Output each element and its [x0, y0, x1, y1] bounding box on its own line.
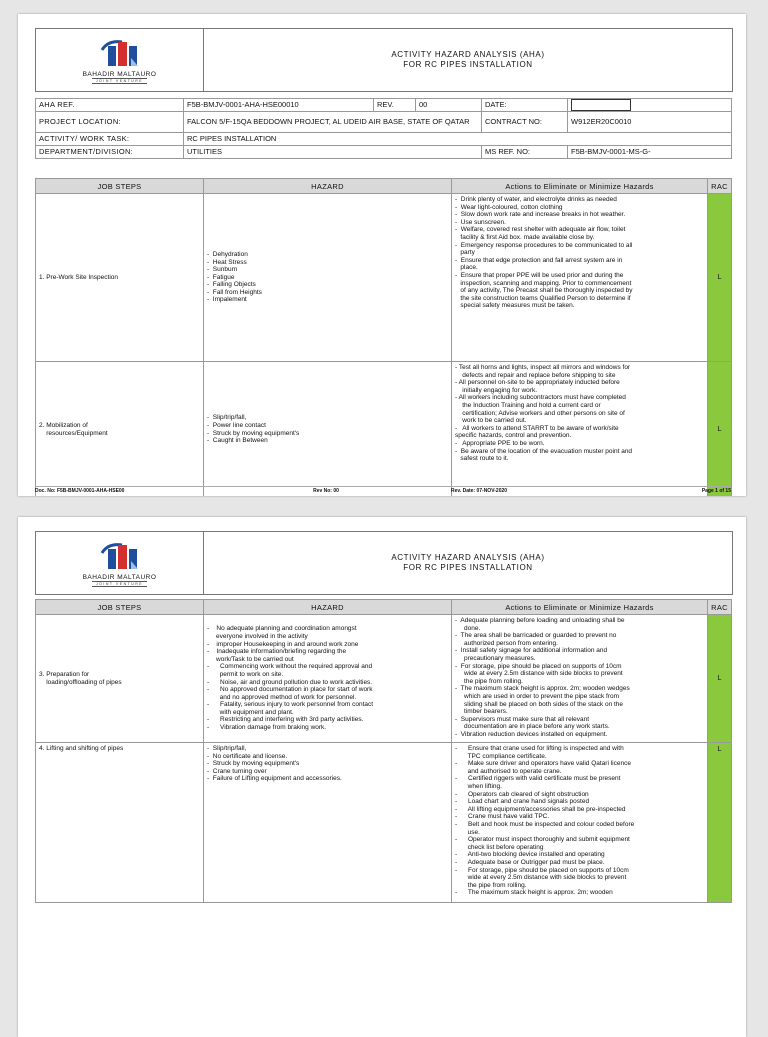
list-line: - Use sunscreen.: [455, 218, 506, 226]
list-line: - For storage, pipe should be placed on supports of 10cm: [455, 866, 629, 874]
company-logo: [36, 29, 204, 91]
list-line: - All lifting equipment/accessories shall be pre-inspected: [455, 805, 626, 813]
list-line: - Ensure that crane used for lifting is inspected and with: [455, 745, 624, 752]
list-line: the site construction teams Qualified Person to determine if: [455, 294, 631, 302]
list-line: - Install safety signage for additional information and: [455, 647, 608, 655]
company-subtitle: JOINT VENTURE: [92, 581, 147, 587]
date-cell: [568, 99, 732, 112]
list-line: - Be aware of the location of the evacuation muster point and: [455, 447, 633, 455]
list-line: - Belt and hook must be inspected and colour coded before: [455, 820, 635, 828]
list-line: check list before operating: [455, 843, 544, 851]
rac-rating: L: [708, 615, 732, 743]
list-line: TPC compliance certificate.: [455, 752, 547, 760]
list-line: - Restricting and interfering with 3rd party activities.: [207, 716, 364, 724]
list-line: - Slip/trip/fall,: [207, 745, 247, 752]
aha-ref-value: F5B-BMJV-0001-AHA-HSE00010: [184, 99, 374, 112]
list-line: - Power line contact: [207, 421, 266, 429]
list-line: - Heat Stress: [207, 258, 247, 266]
page-header: [35, 28, 733, 92]
list-line: work/Task to be carried out: [207, 655, 294, 663]
hazard-list: [204, 194, 452, 362]
actions-list: [452, 615, 708, 743]
list-line: use.: [455, 828, 480, 836]
list-line: initially engaging for work.: [455, 386, 538, 394]
list-line: - Wear light-coloured, cotton clothing: [455, 203, 563, 211]
hazard-table-page-2: [35, 599, 732, 903]
list-line: - No approved documentation in place for start of work: [207, 686, 373, 694]
list-line: - Adequate planning before loading and unloading shall be: [455, 617, 625, 624]
col-hazard: HAZARD: [204, 179, 452, 194]
list-line: - Commencing work without the required approval and: [207, 663, 373, 671]
company-name: BAHADIR MALTAURO: [82, 574, 157, 581]
actions-list: [452, 743, 708, 903]
list-line: of any activity, The Precast shall be thoroughly inspected by: [455, 287, 633, 295]
title-line-1: ACTIVITY HAZARD ANALYSIS (AHA): [391, 553, 545, 562]
document-title: [204, 532, 732, 594]
contract-label: CONTRACT NO:: [482, 112, 568, 133]
hazard-table-page-1: [35, 178, 732, 496]
col-actions: Actions to Eliminate or Minimize Hazards: [452, 179, 708, 194]
list-line: - Slip/trip/fall,: [207, 414, 247, 422]
contract-value: W912ER20C0010: [568, 112, 732, 133]
list-line: defects and repair and replace before shipping to site: [455, 371, 616, 379]
ms-ref-label: MS REF. NO:: [482, 146, 568, 159]
list-line: - Operators cab cleared of sight obstruction: [455, 790, 589, 798]
job-step: 2. Mobilization of resources/Equipment: [36, 362, 204, 497]
list-line: specific hazards, control and prevention.: [455, 432, 572, 440]
footer-page-number: Page 1 of 15: [701, 488, 731, 494]
list-line: permit to work on site.: [207, 670, 284, 678]
list-line: - Slow down work rate and increase breaks in hot weather.: [455, 211, 626, 219]
list-line: when lifting.: [455, 782, 502, 790]
table-row: [36, 194, 732, 362]
col-rac: RAC: [708, 600, 732, 615]
list-line: work to be carried out.: [455, 417, 527, 425]
list-line: facility & first Aid box. made available close by.: [455, 233, 595, 241]
list-line: - Operator must inspect thoroughly and submit equipment: [455, 836, 630, 844]
list-line: - The maximum stack height is approx. 2m; wooden: [455, 889, 613, 897]
list-line: - All personnel on-site to be appropriately inducted before: [455, 379, 620, 387]
footer-rev-date: Rev. Date: 07-NOV-2020: [451, 488, 508, 494]
project-label: PROJECT LOCATION:: [36, 112, 184, 133]
list-line: the Induction Training and hold a current card or: [455, 401, 601, 409]
list-line: - Supervisors must make sure that all relevant: [455, 715, 590, 723]
title-line-1: ACTIVITY HAZARD ANALYSIS (AHA): [391, 50, 545, 59]
rev-label: REV.: [374, 99, 416, 112]
aha-info-table: [35, 98, 732, 159]
rac-rating: L: [708, 194, 732, 362]
list-line: - Noise, air and ground pollution due to work activities.: [207, 678, 373, 686]
list-line: - Welfare, covered rest shelter with adequate air flow, toilet: [455, 226, 626, 234]
list-line: special safety measures must be taken.: [455, 302, 575, 310]
date-label: DATE:: [482, 99, 568, 112]
rac-rating: L: [708, 743, 732, 903]
table-row: [36, 615, 732, 743]
list-line: and authorised to operate crane.: [455, 767, 562, 775]
col-job-steps: JOB STEPS: [36, 600, 204, 615]
col-rac: RAC: [708, 179, 732, 194]
list-line: - Caught in Between: [207, 437, 268, 445]
list-line: - Struck by moving equipment's: [207, 429, 300, 437]
department-label: DEPARTMENT/DIVISION:: [36, 146, 184, 159]
actions-list: [452, 362, 708, 497]
logo-icon: [98, 36, 142, 70]
hazard-list: [204, 615, 452, 743]
list-line: - The area shall be barricaded or guarded to prevent no: [455, 632, 617, 640]
company-subtitle: JOINT VENTURE: [92, 78, 147, 84]
job-step: 3. Preparation for loading/offloading of pipes: [36, 615, 204, 743]
list-line: - Struck by moving equipment's: [207, 760, 300, 768]
job-step: 1. Pre-Work Site Inspection: [36, 194, 204, 362]
list-line: precautionary measures.: [455, 654, 536, 662]
col-job-steps: JOB STEPS: [36, 179, 204, 194]
company-logo: [36, 532, 204, 594]
list-line: - improper Housekeeping in and around work zone: [207, 640, 359, 648]
title-line-2: FOR RC PIPES INSTALLATION: [403, 60, 533, 69]
list-line: - Certified riggers with valid certificate must be present: [455, 775, 621, 783]
list-line: - Adequate base or Outrigger pad must be place.: [455, 858, 605, 866]
list-line: - All workers to attend STARRT to be aware of work/site: [455, 424, 619, 432]
actions-list: [452, 194, 708, 362]
list-line: - All workers including subcontractors must have completed: [455, 394, 626, 402]
footer-doc-no: Doc. No: F5B-BMJV-0001-AHA-HSE00: [35, 488, 125, 494]
list-line: party: [455, 249, 475, 257]
list-line: place.: [455, 264, 478, 272]
logo-icon: [98, 539, 142, 573]
list-line: - Emergency response procedures to be communicated to all: [455, 241, 633, 249]
job-step: 4. Lifting and shifting of pipes: [36, 743, 204, 903]
col-actions: Actions to Eliminate or Minimize Hazards: [452, 600, 708, 615]
aha-ref-label: AHA REF.: [36, 99, 184, 112]
list-line: - Failure of Lifting equipment and accessories.: [207, 775, 342, 783]
document-page-2: [18, 517, 746, 1037]
list-line: wide at every 2.5m distance with side blocks to prevent: [455, 874, 627, 882]
list-line: - Make sure driver and operators have valid Qatari licence: [455, 760, 631, 768]
list-line: - Fall from Heights: [207, 288, 262, 296]
list-line: and no approved method of work for personnel.: [207, 693, 357, 701]
col-hazard: HAZARD: [204, 600, 452, 615]
list-line: - Ensure that edge protection and fall arrest system are in: [455, 256, 623, 264]
list-line: certification; Advise workers and other persons on site of: [455, 409, 625, 417]
list-line: the pipe from rolling.: [455, 677, 523, 685]
list-line: everyone involved in the activity: [207, 632, 308, 640]
list-line: - Vibration damage from braking work.: [207, 724, 327, 732]
list-line: - Load chart and crane hand signals posted: [455, 798, 590, 806]
activity-value: RC PIPES INSTALLATION: [184, 133, 732, 146]
list-line: the pipe from rolling.: [455, 881, 527, 889]
company-name: BAHADIR MALTAURO: [82, 71, 157, 78]
page-header: [35, 531, 733, 595]
list-line: wide at every 2.5m distance with side blocks to prevent: [455, 670, 623, 678]
list-line: - Drink plenty of water, and electrolyte drinks as needed: [455, 196, 617, 203]
hazard-list: [204, 743, 452, 903]
list-line: authorized person from entering.: [455, 639, 558, 647]
list-line: - For storage, pipe should be placed on supports of 10cm: [455, 662, 622, 670]
hazard-list: [204, 362, 452, 497]
list-line: - Vibration reduction devices installed on equipment.: [455, 730, 608, 738]
list-line: - Test all horns and lights, inspect all mirrors and windows for: [455, 364, 631, 371]
list-line: - Crane turning over: [207, 767, 267, 775]
list-line: - Ensure that proper PPE will be used prior and during the: [455, 271, 624, 279]
list-line: - The maximum stack height is approx. 2m; wooden wedges: [455, 685, 630, 693]
list-line: - Anti-two blocking device installed and operating: [455, 851, 605, 859]
rac-rating: L: [708, 362, 732, 497]
rev-value: 00: [416, 99, 482, 112]
department-value: UTILITIES: [184, 146, 482, 159]
list-line: inspection, scanning and mapping. Prior to commencement: [455, 279, 632, 287]
list-line: documentation are in place before any work starts.: [455, 723, 610, 731]
document-page-1: [18, 14, 746, 496]
title-line-2: FOR RC PIPES INSTALLATION: [403, 563, 533, 572]
list-line: timber bearers.: [455, 708, 508, 716]
page-footer: [35, 486, 731, 494]
activity-label: ACTIVITY/ WORK TASK:: [36, 133, 184, 146]
list-line: - No certificate and license.: [207, 752, 288, 760]
list-line: - Falling Objects: [207, 281, 256, 289]
list-line: - Inadequate information/briefing regarding the: [207, 648, 347, 656]
date-input-box[interactable]: [571, 99, 631, 111]
document-title: [204, 29, 732, 91]
list-line: - No adequate planning and coordination amongst: [207, 625, 357, 633]
list-line: which are used in order to prevent the pipe stack from: [455, 692, 620, 700]
list-line: - Impalement: [207, 296, 247, 304]
list-line: - Crane must have valid TPC.: [455, 813, 550, 821]
list-line: - Fatigue: [207, 273, 235, 281]
list-line: - Appropriate PPE to be worn.: [455, 439, 545, 447]
list-line: sliding shall be placed on both sides of the stack on the: [455, 700, 624, 708]
ms-ref-value: F5B-BMJV-0001-MS-G-: [568, 146, 732, 159]
project-value: FALCON 5/F-15QA BEDDOWN PROJECT, AL UDEID AIR BASE, STATE OF QATAR: [184, 112, 482, 133]
list-line: safest route to it.: [455, 455, 509, 463]
table-row: [36, 362, 732, 497]
list-line: with equipment and plant.: [207, 708, 294, 716]
list-line: - Fatality, serious injury to work personnel from contact: [207, 701, 374, 709]
list-line: - Dehydration: [207, 250, 248, 258]
table-row: [36, 743, 732, 903]
footer-rev-no: Rev No: 00: [313, 488, 339, 494]
list-line: done.: [455, 624, 481, 632]
list-line: - Sunburn: [207, 266, 238, 274]
